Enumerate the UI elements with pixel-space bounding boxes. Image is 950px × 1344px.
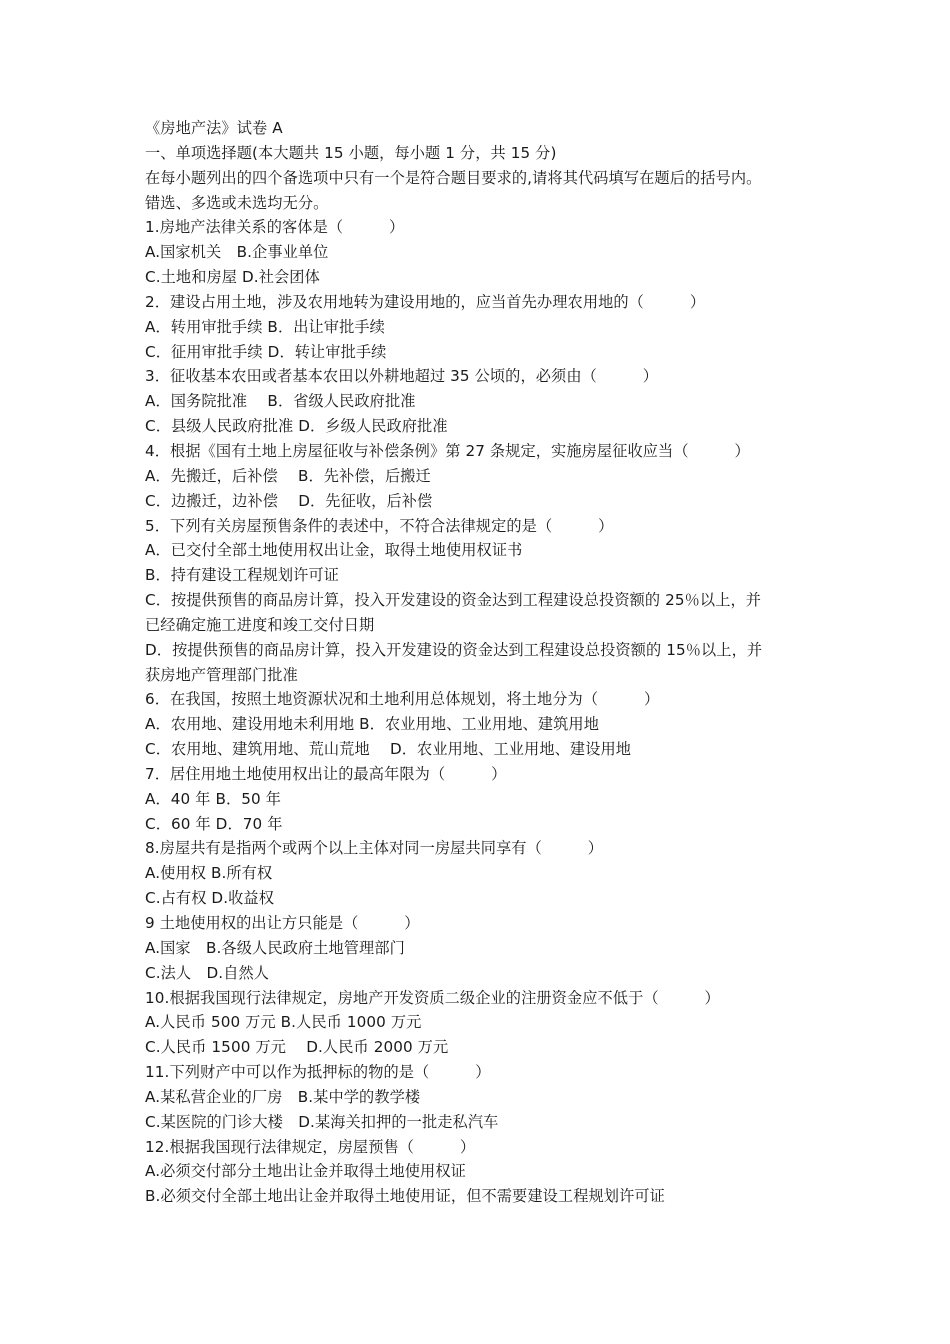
text-line: C．边搬迁，边补偿 D．先征收，后补偿 xyxy=(145,491,433,510)
text-line: A.国家 B.各级人民政府土地管理部门 xyxy=(145,938,405,957)
text-line: D．按提供预售的商品房计算，投入开发建设的资金达到工程建设总投资额的 15％以上，并 xyxy=(145,640,763,659)
text-line: 已经确定施工进度和竣工交付日期 xyxy=(145,615,375,634)
text-line: C.法人 D.自然人 xyxy=(145,963,270,982)
text-line: 1.房地产法律关系的客体是（ ） xyxy=(145,218,405,237)
text-line: 11.下列财产中可以作为抵押标的物的是（ ） xyxy=(145,1063,491,1082)
text-line: C.占有权 D.收益权 xyxy=(145,889,275,908)
text-line: 获房地产管理部门批准 xyxy=(145,665,298,684)
text-line: C．农用地、建筑用地、荒山荒地 D．农业用地、工业用地、建设用地 xyxy=(145,740,632,759)
text-line: A．先搬迁，后补偿 B．先补偿，后搬迁 xyxy=(145,466,431,485)
text-line: A.必须交付部分土地出让金并取得土地使用权证 xyxy=(145,1162,466,1181)
text-line: C．征用审批手续 D．转让审批手续 xyxy=(145,342,387,361)
text-line: 9 土地使用权的出让方只能是（ ） xyxy=(145,914,420,932)
text-line: C．县级人民政府批准 D．乡级人民政府批准 xyxy=(145,417,448,436)
text-line: 7．居住用地土地使用权出让的最高年限为（ ） xyxy=(145,764,507,783)
text-line: 一、单项选择题(本大题共 15 小题，每小题 1 分，共 15 分) xyxy=(145,143,557,162)
text-line: 8.房屋共有是指两个或两个以上主体对同一房屋共同享有（ ） xyxy=(145,839,604,858)
text-line: B．持有建设工程规划许可证 xyxy=(145,566,339,585)
text-line: 10.根据我国现行法律规定，房地产开发资质二级企业的注册资金应不低于（ ） xyxy=(145,988,720,1007)
text-line: C．按提供预售的商品房计算，投入开发建设的资金达到工程建设总投资额的 25％以上，并 xyxy=(145,591,762,610)
text-line: A.人民币 500 万元 B.人民币 1000 万元 xyxy=(145,1013,422,1032)
text-line: 12.根据我国现行法律规定，房屋预售（ ） xyxy=(145,1137,476,1156)
text-line: A.使用权 B.所有权 xyxy=(145,864,273,883)
text-line: 在每小题列出的四个备选项中只有一个是符合题目要求的,请将其代码填写在题后的括号内。 xyxy=(145,168,762,187)
text-line: 3．征收基本农田或者基本农田以外耕地超过 35 公顷的，必须由（ ） xyxy=(145,367,659,386)
text-line: A.某私营企业的厂房 B.某中学的教学楼 xyxy=(145,1087,421,1106)
text-line: 6．在我国，按照土地资源状况和土地利用总体规划，将土地分为（ ） xyxy=(145,690,660,709)
text-line: C.土地和房屋 D.社会团体 xyxy=(145,268,320,287)
text-line: C.人民币 1500 万元 D.人民币 2000 万元 xyxy=(145,1038,449,1057)
text-line: 错选、多选或未选均无分。 xyxy=(145,193,329,212)
text-line: A.国家机关 B.企事业单位 xyxy=(145,243,329,262)
text-line: 2．建设占用土地，涉及农用地转为建设用地的，应当首先办理农用地的（ ） xyxy=(145,292,706,311)
text-line: A．40 年 B．50 年 xyxy=(145,789,281,808)
text-line: C．60 年 D．70 年 xyxy=(145,814,283,833)
text-line: A．农用地、建设用地未利用地 B．农业用地、工业用地、建筑用地 xyxy=(145,715,599,734)
text-line: A．国务院批准 B．省级人民政府批准 xyxy=(145,392,416,411)
text-line: 4．根据《国有土地上房屋征收与补偿条例》第 27 条规定，实施房屋征收应当（ ） xyxy=(145,441,750,460)
text-line: 5．下列有关房屋预售条件的表述中，不符合法律规定的是（ ） xyxy=(145,516,614,535)
text-line: A．转用审批手续 B．出让审批手续 xyxy=(145,317,385,336)
exam-title: 《房地产法》试卷 A xyxy=(145,119,283,137)
text-line: A．已交付全部土地使用权出让金，取得土地使用权证书 xyxy=(145,541,523,560)
text-line: B.必须交付全部土地出让金并取得土地使用证，但不需要建设工程规划许可证 xyxy=(145,1187,665,1206)
exam-page xyxy=(145,116,825,1209)
text-line: C.某医院的门诊大楼 D.某海关扣押的一批走私汽车 xyxy=(145,1112,499,1131)
